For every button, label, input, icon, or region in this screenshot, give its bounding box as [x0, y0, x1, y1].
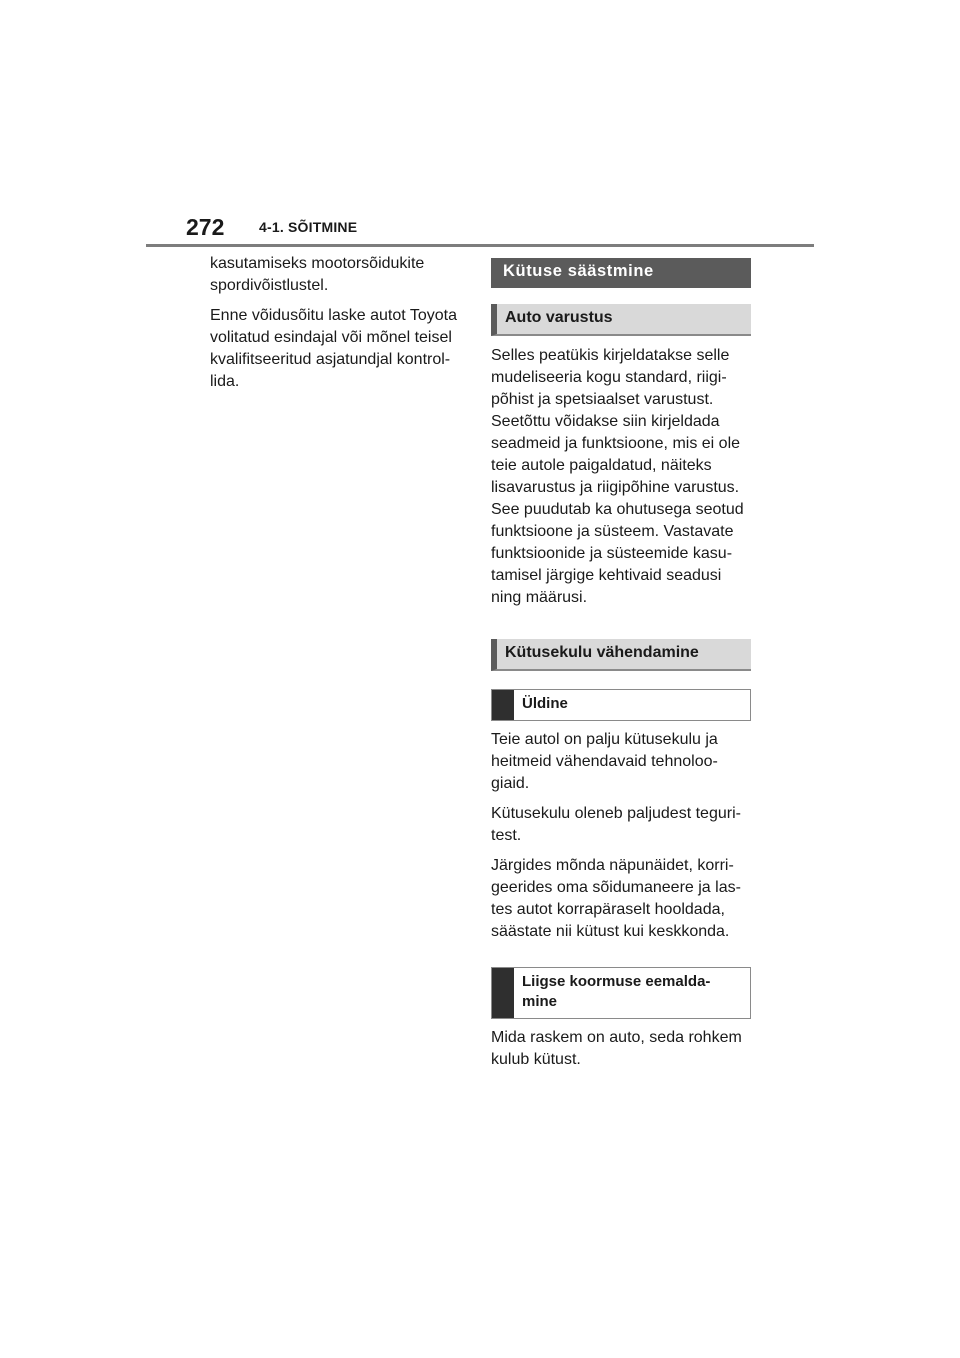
subheading-vehicle-equipment: Auto varustus — [491, 304, 751, 336]
paragraph: Selles peatükis kirjeldatakse selle mudeliseeria kogu standard, riigi-põhist ja spetsiaalset varustust. Seetõttu võidakse siin kirjeldada seadmeid ja funktsioone, mis ei ole teie autole paigaldatud, näiteks lisavarustus ja riigipõhine varustus. See puudutab ka ohutusega seotud funktsioone ja süsteem. Vastavate funktsioonide ja süsteemide kasu-tamisel järgige kehtivaid seadusi ning määrusi. — [491, 347, 744, 606]
paragraph: kasutamiseks mootorsõidukite spordivõistlustel. — [210, 255, 425, 294]
heading-marker — [492, 968, 514, 1018]
header-divider — [146, 244, 814, 247]
section-heading-fuel-saving: Kütuse säästmine — [491, 258, 751, 288]
paragraph: Teie autol on palju kütusekulu ja heitmeid vähendavaid tehnoloo-giaid. — [491, 731, 718, 792]
subheading-reduce-consumption: Kütusekulu vähendamine — [491, 639, 751, 671]
section-title: 4-1. SÕITMINE — [259, 219, 358, 235]
paragraph: Enne võidusõitu laske autot Toyota volitatud esindajal või mõnel teisel kvalifitseeritud asjatundjal kontrol-lida. — [210, 307, 457, 390]
heading-marker — [492, 690, 514, 720]
box-heading-excess-load — [491, 967, 751, 1019]
paragraph: Kütusekulu oleneb paljudest teguri-test. — [491, 805, 741, 844]
paragraph: Järgides mõnda näpunäidet, korri-geerides oma sõidumaneere ja las-tes autot korrapäraselt hooldada, säästate nii kütust kui keskkonda. — [491, 857, 741, 940]
right-column — [491, 258, 751, 1071]
left-column — [210, 253, 468, 393]
box-heading-label: Üldine — [522, 695, 568, 712]
paragraph: Mida raskem on auto, seda rohkem kulub kütust. — [491, 1029, 742, 1068]
page-number: 272 — [186, 214, 225, 240]
box-heading-general — [491, 689, 751, 721]
box-heading-label: Liigse koormuse eemalda-mine — [522, 973, 711, 1010]
